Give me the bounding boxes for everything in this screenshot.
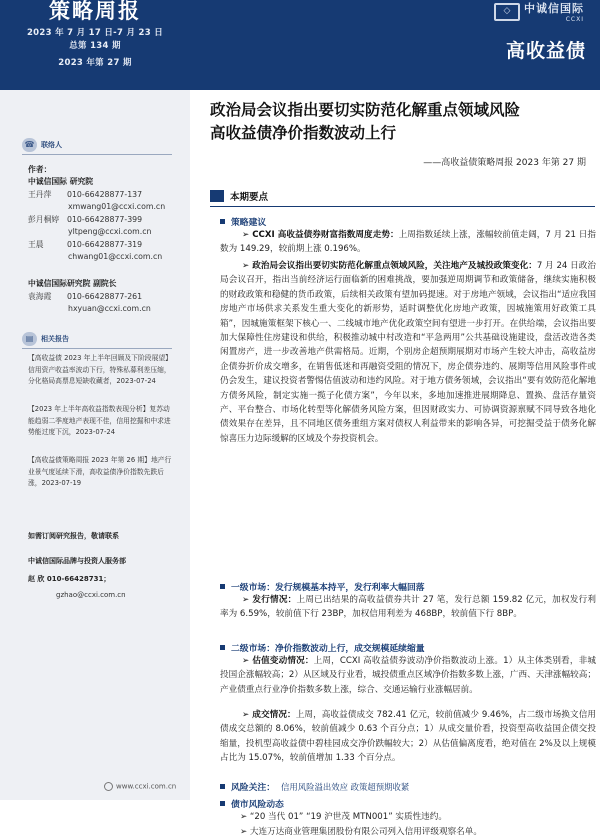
contact-person: 赵 欣 010-66428731；	[28, 575, 111, 583]
director-email[interactable]: hxyuan@ccxi.com.cn	[68, 304, 151, 313]
lead: ➢ 成交情况：	[242, 710, 296, 720]
doc-title-line2: 高收益债净价指数波动上行	[210, 124, 397, 142]
section-icon	[210, 190, 224, 202]
analyst-2	[28, 214, 142, 225]
news-item-2: ➢ 大连万达商业管理集团股份有限公司列入信用评级观察名单。	[240, 827, 482, 837]
news-heading: 债市风险动态	[220, 797, 284, 810]
director-org: 中诚信国际研究院 副院长	[28, 279, 117, 288]
bullet-square	[220, 801, 225, 806]
brand-name-en: CCXI	[565, 16, 584, 23]
header-right	[430, 0, 600, 90]
bullet-square	[220, 784, 225, 789]
risk-heading: 风险关注： 信用风险溢出效应 政策超预期收紧	[220, 780, 409, 793]
lead: ➢ CCXI 高收益债券财富指数周度走势：	[242, 230, 399, 240]
risk-body: 信用风险溢出效应 政策超预期收紧	[281, 781, 410, 792]
date-range: 2023 年 7 月 17 日-7 月 23 日	[26, 28, 164, 38]
section-heading: 本期要点	[210, 189, 268, 203]
contact-email[interactable]: gzhao@ccxi.com.cn	[56, 591, 126, 599]
header-left	[0, 0, 190, 90]
brand-logo	[494, 0, 584, 23]
analyst-email[interactable]: xmwang01@ccxi.com.cn	[68, 202, 166, 211]
bullet-square	[220, 584, 225, 589]
issue-year: 2023 年第 27 期	[58, 58, 132, 68]
sidebar	[0, 90, 190, 800]
lead: ➢ 估值变动情况：	[242, 656, 314, 666]
bullet-square	[220, 645, 225, 650]
related-report-1[interactable]: 【高收益债 2023 年上半年回顾及下阶段展望】信用资产收益率波动下行，特殊私募利差压缩，分化格局高票息短缺收藏者，2023-07-24	[28, 354, 172, 385]
subscribe-dept: 中诚信国际品牌与投资人服务部	[28, 557, 126, 565]
paragraph-trading: ➢ 成交情况：上周，高收益债成交 782.41 亿元，较前值减少 9.46%，占二级市场换文信用债成交总额的 8.06%，较前值减少 0.63 个百分点；1）从成交量价看，投资型高收益国企债交投缩量，投机型高收益债中碧桂园成交净价跌幅较大；2）从估值偏离度看，绝对值在 2%及以上规模占比为 15.07%，较前值增加 1.33 个百分点。	[220, 710, 596, 764]
contact-heading: ☎ 联络人	[22, 138, 62, 152]
issue-total: 总第 134 期	[69, 41, 121, 51]
analyst-1	[28, 189, 142, 200]
subscribe-text: 如需订阅研究报告，敬请联系	[28, 532, 119, 540]
paragraph-index: ➢ CCXI 高收益债券财富指数周度走势：上周指数延续上涨，涨幅较前值走阔，7 月 21 日指数为 149.29，较前期上涨 0.196%。	[220, 230, 596, 255]
section-divider	[210, 206, 595, 207]
strategy-heading: 策略建议	[220, 215, 266, 228]
brand-name-cn: 中诚信国际	[524, 2, 584, 15]
lead: ➢ 政治局会议指出要切实防范化解重点领域风险，关注地产及城投政策变化：	[242, 261, 537, 271]
director-phone: 010-66428877-261	[67, 292, 143, 301]
analyst-3	[28, 239, 142, 250]
category-label: 高收益债	[505, 40, 586, 62]
related-heading: ▤ 相关报告	[22, 332, 69, 346]
globe-icon	[104, 782, 113, 791]
doc-subtitle: ——高收益债策略周报 2023 年第 27 期	[423, 158, 586, 168]
related-report-3[interactable]: 【高收益债策略周报 2023 年第 26 期】地产行业景气度延续下滑，高收益债净价指数先跌后涨，2023-07-19	[28, 456, 172, 487]
analyst-phone: 010-66428877-319	[67, 240, 143, 249]
authors-label: 作者：	[28, 165, 52, 174]
paragraph-policy: ➢ 政治局会议指出要切实防范化解重点领域风险，关注地产及城投政策变化：7 月 24 日政治局会议召开，指出当前经济运行面临新的困难挑战，要加强逆周期调节和政策储备，继续实施积极的财政政策和稳健的货币政策，后续相关政策有望加码提速。对于房地产领域，会议指出“适应我国房地产市场供求关系发生重大变化的新形势，适时调整优化房地产政策，因城施策用好政策工具箱”，因城施策框架下核心一、二线城市地产优化政策空间有望进一步打开。在供给端，会议指出要加大保障性住房建设和供给，积极推动城中村改造和“平急两用”公共基础设施建设，盘活改造各类闲置房产，进一步改善地产供需格局。近期，个别房企超预期展期对市场产生较大冲击，高收益房企债券折价成交增多，在销售低迷和再融资受阻的情况下，房企债券违约、展期等信用风险事件或仍会发生，建议投资者警惕估值波动和违约风险。对于地方债务领域，会议指出“要有效防范化解地方债务风险，制定实施一揽子化债方案”，今年以来，多地加速推进展期降息、置换、盘活存量资产、平台整合、市场化转型等化解债务风险方案，但因财政实力、可协调资源禀赋不同导致各地化债效果存在差异，且不同地区债务重组方案对债权人利益带来的影响各异，可挖掘受益于债务化解惊喜压力边际缓解的区域及个券投资机会。	[220, 261, 596, 444]
report-type: 策略周报	[49, 0, 141, 23]
divider	[22, 154, 172, 155]
analyst-phone: 010-66428877-399	[67, 215, 143, 224]
analyst-email[interactable]: chwang01@ccxi.com.cn	[68, 252, 163, 261]
analyst-email[interactable]: yltpeng@ccxi.com.cn	[68, 227, 152, 236]
analyst-name: 彭月桐婷	[28, 215, 60, 224]
brand-logo-icon: ◇	[494, 3, 520, 21]
report-header	[0, 0, 600, 90]
director	[28, 291, 142, 302]
bullet-square	[220, 219, 225, 224]
analyst-name: 王晨	[28, 240, 44, 249]
lead: ➢ 发行情况：	[242, 595, 297, 605]
secondary-market-heading: 二级市场：净价指数波动上行，成交规模延续缩量	[220, 641, 425, 654]
authors-org: 中诚信国际 研究院	[28, 177, 94, 186]
analyst-name: 王丹萍	[28, 190, 52, 199]
related-report-icon: ▤	[22, 332, 37, 346]
site-link[interactable]: www.ccxi.com.cn	[104, 782, 176, 791]
contact-icon: ☎	[22, 138, 37, 152]
paragraph-issuance: ➢ 发行情况：上周已出结果的高收益债券共计 27 笔，发行总额 159.82 亿元，加权发行利率为 6.59%，较前值下行 23BP，加权信用利差为 468BP，较前值下行 8BP。	[220, 595, 596, 620]
paragraph-valuation: ➢ 估值变动情况：上周，CCXI 高收益债券波动净价指数波动上涨。1）从主体类别看，非城投国企涨幅较高；2）从区域及行业看，城投债重点区域净价指数多数上涨，广西、天津涨幅较高；产业债重点行业净价指数多数上涨，综合、交通运输行业涨幅居前。	[220, 656, 596, 695]
news-item-1: ➢ “20 当代 01” “19 沪世茂 MTN001” 实质性违约。	[240, 812, 447, 822]
main-content	[190, 90, 600, 837]
analyst-phone: 010-66428877-137	[67, 190, 143, 199]
doc-title-line1: 政治局会议指出要切实防范化解重点领域风险	[210, 101, 521, 119]
primary-market-heading: 一级市场：发行规模基本持平，发行利率大幅回落	[220, 580, 425, 593]
divider	[22, 348, 172, 349]
director-name: 袁海霞	[28, 292, 52, 301]
related-report-2[interactable]: 【2023 年上半年高收益指数表现分析】复苏动能趋弱二季度地产表现不佳，信用挖掘和中求进势能过度下沉，2023-07-24	[28, 405, 171, 436]
